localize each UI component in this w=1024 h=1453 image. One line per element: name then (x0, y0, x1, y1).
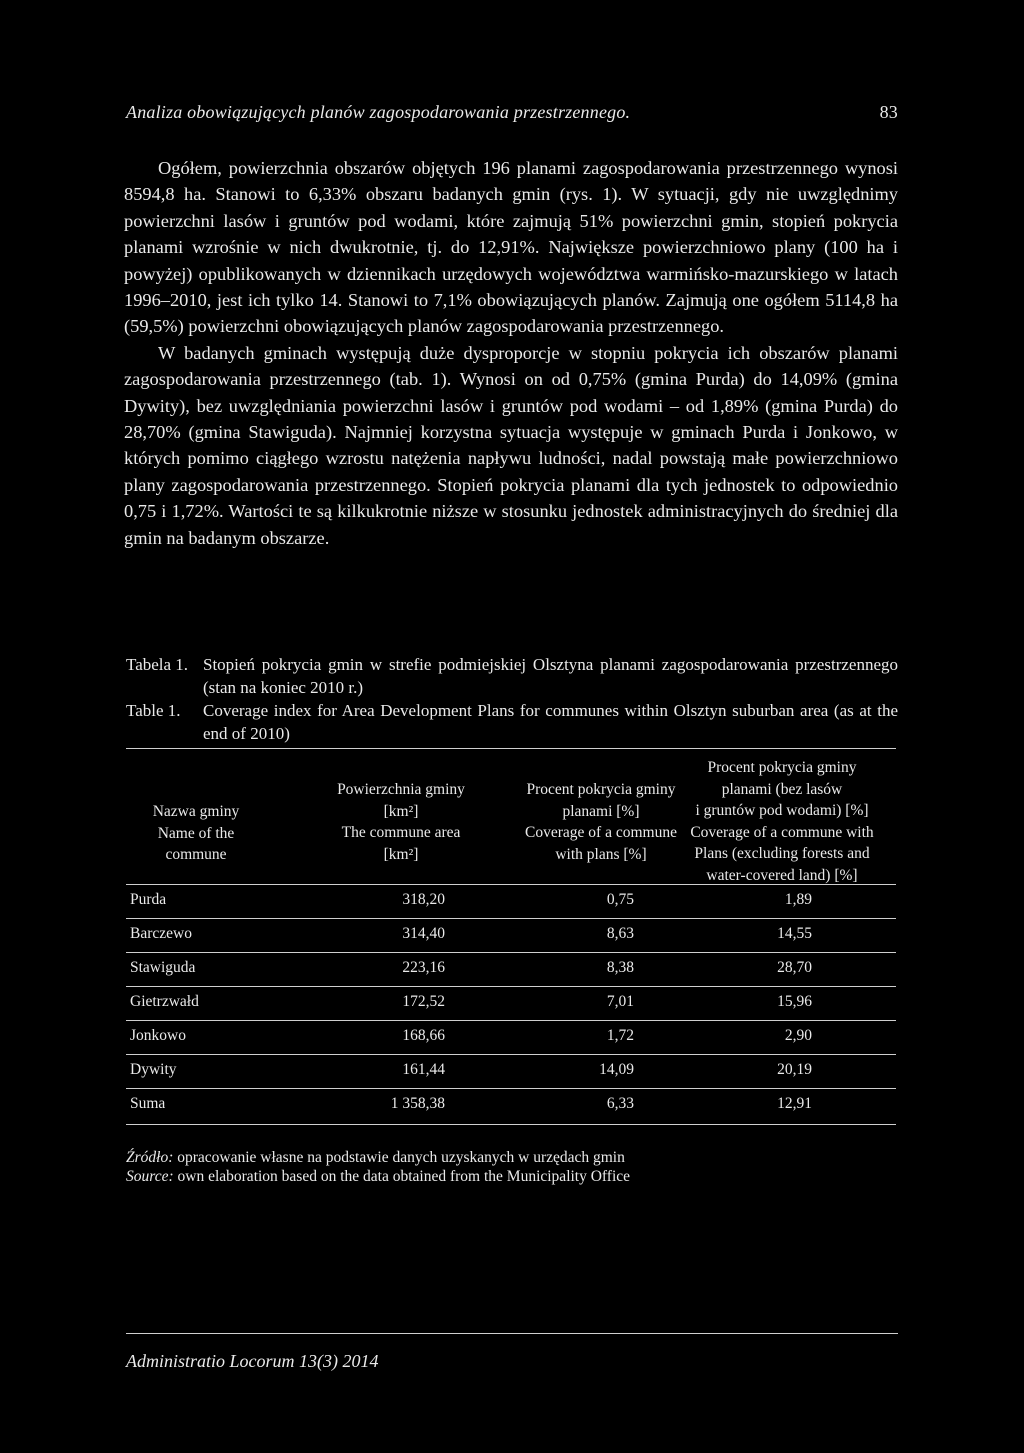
paragraph-1: Ogółem, powierzchnia obszarów objętych 196 planami zagospodarowania przestrzennego wynosi 8594,8 ha. Stanowi to 6,33% obszaru badanych gmin (rys. 1). W sytuacji, gdy nie uwzględnimy powierzchni lasów i gruntów pod wodami, które zajmują 51% powierzchni gmin, stopień pokrycia planami wzrośnie w nich dwukrotnie, tj. do 12,91%. Największe powierzchniowo plany (100 ha i powyżej) opublikowanych w dziennikach urzędowych województwa warmińsko-mazurskiego w latach 1996–2010, jest ich tylko 14. Stanowi to 7,1% obowiązujących planów. Zajmują one ogółem 5114,8 ha (59,5%) powierzchni obowiązujących planów zagospodarowania przestrzennego. (124, 158, 898, 337)
table-row (126, 954, 896, 984)
cell-excl: 15,96 (777, 993, 812, 1010)
header-excl-line5: Plans (excluding forests and (694, 845, 870, 862)
row-rule (126, 1020, 896, 1021)
header-plans-pl: Procent pokrycia gminy (526, 781, 676, 798)
header-plans-unit-en: with plans [%] (555, 845, 647, 863)
cell-excl: 20,19 (777, 1061, 812, 1078)
table-row-total (126, 1090, 896, 1120)
header-excl (671, 757, 893, 886)
row-rule (126, 952, 896, 953)
header-area-unit-pl: [km²] (383, 802, 419, 820)
header-excl-line6: water-covered land) [%] (706, 866, 858, 884)
header-plans-en: Coverage of a commune (525, 824, 677, 841)
table-row (126, 988, 896, 1018)
cell-plans: 8,63 (606, 925, 634, 942)
cell-name: Jonkowo (130, 1027, 186, 1044)
cell-area: 161,44 (402, 1061, 445, 1078)
cell-name: Gietrzwałd (130, 993, 199, 1010)
header-excl-line1: Procent pokrycia gminy (707, 759, 857, 776)
paragraph-2: W badanych gminach występują duże dysproporcje w stopniu pokrycia ich obszarów planami zagospodarowania przestrzennego (tab. 1). Wynosi on od 0,75% (gmina Purda) do 14,09% (gmina Dywity), bez uwzględniania powierzchni lasów i gruntów pod wodami – od 1,89% (gmina Purda) do 28,70% (gmina Stawiguda). Najmniej korzystna sytuacja występuje w gminach Purda i Jonkowo, w których pomimo ciągłego wzrostu natężenia napływu ludności, nadal powstają małe powierzchniowo plany zagospodarowania przestrzennego. Stopień pokrycia planami dla tych jednostek to odpowiednio 0,75 i 1,72%. Wartości te są kilkukrotnie niższe w stosunku jednostek administracyjnych do średniej dla gmin na badanym obszarze. (124, 342, 898, 548)
cell-excl: 12,91 (777, 1095, 812, 1112)
row-rule (126, 1088, 896, 1089)
table-source (126, 1148, 898, 1186)
table-bottom-rule (126, 1124, 896, 1125)
cell-name: Dywity (130, 1061, 177, 1078)
table-row (126, 886, 896, 916)
row-rule (126, 986, 896, 987)
caption-pl-label: Tabela 1. (126, 655, 189, 674)
cell-area: 172,52 (402, 993, 445, 1010)
header-area-pl: Powierzchnia gminy (337, 781, 465, 798)
header-area (311, 779, 491, 865)
cell-area: 1 358,38 (390, 1095, 445, 1112)
header-plans-unit-pl: planami [%] (562, 802, 640, 820)
caption-pl-text: Stopień pokrycia gmin w strefie podmiejskiej Olsztyna planami zagospodarowania przestrzennego (stan na koniec 2010 r.) (203, 655, 898, 697)
cell-area: 168,66 (402, 1027, 445, 1044)
cell-area: 223,16 (402, 959, 445, 976)
header-excl-line2: planami (bez lasów (721, 780, 843, 798)
caption-en-text: Coverage index for Area Development Plans for communes within Olsztyn suburban area (as at the end of 2010) (203, 701, 898, 743)
cell-name: Barczewo (130, 925, 192, 942)
cell-plans: 14,09 (599, 1061, 634, 1078)
source-en-label: Source: (126, 1168, 174, 1185)
cell-plans: 8,38 (606, 959, 634, 976)
cell-excl: 28,70 (777, 959, 812, 976)
cell-plans: 7,01 (606, 993, 634, 1010)
page-number: 83 (879, 102, 898, 122)
table-row (126, 920, 896, 950)
table-row (126, 1022, 896, 1052)
cell-plans: 6,33 (606, 1095, 634, 1112)
caption-pl (126, 653, 898, 699)
running-title: Analiza obowiązujących planów zagospodarowania przestrzennego. (126, 102, 631, 122)
cell-excl: 2,90 (784, 1027, 812, 1044)
source-pl-text: opracowanie własne na podstawie danych uzyskanych w urzędach gmin (177, 1149, 625, 1166)
header-area-en: The commune area (341, 824, 461, 841)
cell-excl: 14,55 (777, 925, 812, 942)
cell-plans: 0,75 (606, 891, 634, 908)
header-area-unit-en: [km²] (383, 845, 419, 863)
caption-en (126, 699, 898, 745)
row-rule (126, 1054, 896, 1055)
caption-en-label: Table 1. (126, 701, 181, 720)
cell-area: 314,40 (402, 925, 445, 942)
row-rule (126, 918, 896, 919)
header-name-en: Name of the commune (157, 824, 235, 863)
cell-excl: 1,89 (784, 891, 812, 908)
table-captions (126, 653, 898, 745)
source-pl (126, 1148, 898, 1167)
cell-name: Stawiguda (130, 959, 196, 976)
header-bottom-rule (126, 884, 896, 885)
cell-plans: 1,72 (606, 1027, 634, 1044)
header-excl-line3: i gruntów pod wodami) [%] (695, 802, 869, 819)
header-name-pl: Nazwa gminy (152, 803, 240, 820)
source-en-text: own elaboration based on the data obtained from the Municipality Office (177, 1168, 631, 1185)
body-text (124, 155, 898, 551)
source-pl-label: Źródło: (126, 1149, 174, 1166)
cell-name: Purda (130, 891, 167, 908)
header-excl-line4: Coverage of a commune with (690, 823, 874, 841)
footer-rule (126, 1333, 898, 1334)
cell-area: 318,20 (402, 891, 445, 908)
journal-footer: Administratio Locorum 13(3) 2014 (126, 1351, 379, 1371)
table-top-rule (126, 748, 896, 749)
header-name (126, 801, 266, 866)
table-row (126, 1056, 896, 1086)
source-en (126, 1167, 898, 1186)
cell-name: Suma (130, 1095, 166, 1112)
